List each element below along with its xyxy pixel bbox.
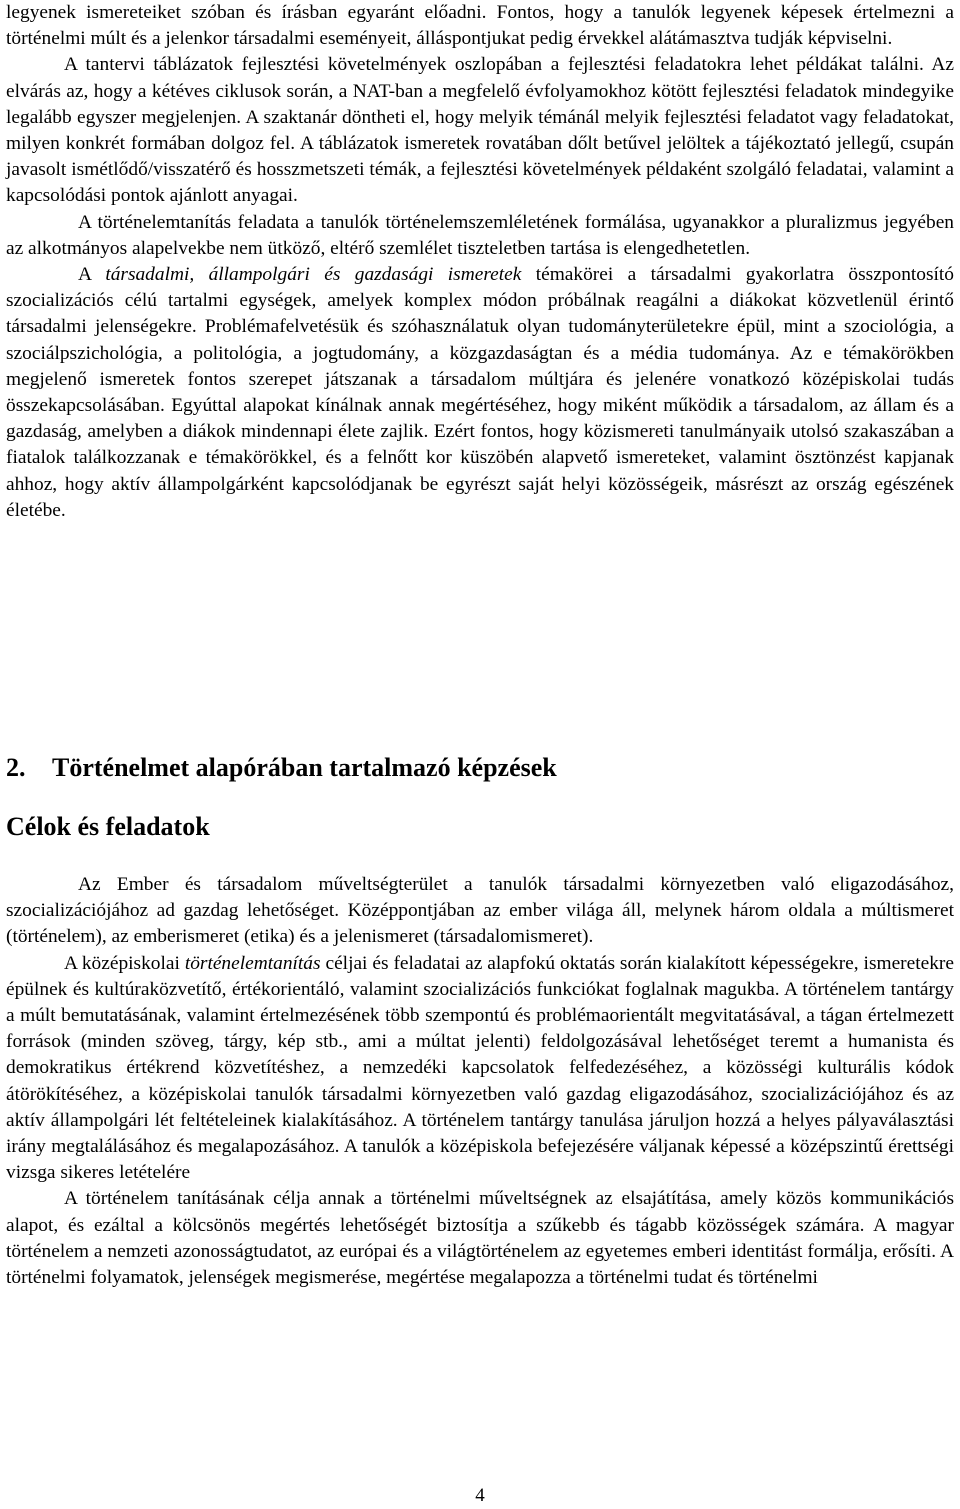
paragraph-6-rest: céljai és feladatai az alapfokú oktatás során kialakított képességekre, ismeretekre épülnek és kultúraközvetítő, értékorientáló, valamint szocializációs funkciókat foglalnak magukba. A történelem tantárgy a múlt bemutatásának, valamint értelmezésének több szempontú és problémaorientált megvitatásával, a tágan értelmezett források (minden szöveg, tárgy, kép stb., ami a múltat jelenti) feldolgozásával lehetőséget teremt a humanista és demokratikus értékrend közvetítéshez, a nemzedéki kapcsolatok felfedezéséhez, a közösségi kulturális kódok átörökítéséhez, a középiskolai tanulók társadalmi környezetben való gazdag eligazodásához, szocializációjához és az aktív állampolgári lét feltételeinek kialakításához. A történelem tantárgy tanulása járuljon hozzá a helyes pályaválasztási irány megtalálásához és megalapozásához. A tanulók a középiskola befejezésére váljanak képessé a középszintű érettségi vizsga sikeres letételére	[6, 952, 954, 1184]
subsection-heading: Célok és feladatok	[6, 812, 210, 841]
section-title: Történelmet alapórában tartalmazó képzések	[52, 753, 557, 782]
paragraph-4	[6, 262, 954, 524]
paragraph-6-italic: történelemtanítás	[184, 952, 321, 974]
paragraph-6-start: A középiskolai	[64, 952, 185, 974]
paragraph-3: A történelemtanítás feladata a tanulók történelemszemléletének formálása, ugyanakkor a pluralizmus jegyében az alkotmányos alapelvekbe nem ütköző, eltérő szemlélet tiszteletben tartása is elengedhetetlen.	[6, 211, 954, 259]
section-number: 2.	[6, 753, 26, 782]
paragraph-4-start: A	[78, 264, 106, 286]
paragraph-5: Az Ember és társadalom műveltségterület a tanulók társadalmi környezetben való eligazodásához, szocializációjához ad gazdag lehetőséget. Középpontjában az ember világa áll, melynek három oldala a múltismeret (történelem), az emberismeret (etika) és a jelenismeret (társadalomismeret).	[6, 874, 954, 948]
paragraph-6	[6, 951, 954, 1187]
section-heading	[6, 752, 557, 784]
paragraph-1: legyenek ismereteiket szóban és írásban egyaránt előadni. Fontos, hogy a tanulók legyenek képesek értelmezni a történelmi múlt és a jelenkor társadalmi eseményeit, álláspontjukat pedig érvekkel alátámasztva tudják képviselni.	[6, 2, 954, 50]
paragraph-4-rest: témakörei a társadalmi gyakorlatra összpontosító szocializációs célú tartalmi egységek, amelyek komplex módon próbálnak reagálni a diákokat közvetlenül érintő társadalmi jelenségekre. Problémafelvetésük és szóhasználatuk olyan tudományterületekre épül, mint a szociológia, a szociálpszichológia, a politológia, a jogtudomány, a közgazdaságtan és a média tudománya. Az e témakörökben megjelenő ismeretek fontos szerepet játszanak a társadalom múltjára és jelenére vonatkozó középiskolai tudás összekapcsolásában. Egyúttal alapokat kínálnak annak megértéséhez, hogy miként működik a társadalom, az állam és a gazdaság, amelyben a diákok mindennapi élete zajlik. Ezért fontos, hogy közismereti tanulmányaik utolsó szakaszában a fiatalok találkozzanak e témakörökkel, és a felnőtt kor küszöbén alapvető ismereteket, valamint ösztönzést kapjanak ahhoz, hogy aktív állampolgárként kapcsolódjanak be egyrészt saját helyi közösségeik, másrészt az ország egészének életébe.	[6, 264, 954, 521]
page-number: 4	[475, 1485, 485, 1506]
paragraph-7: A történelem tanításának célja annak a történelmi műveltségnek az elsajátítása, amely közös kommunikációs alapot, és ezáltal a kölcsönös megértés lehetőségét biztosítja a szűkebb és tágabb közösségek számára. A magyar történelem a nemzeti azonosságtudatot, az európai és a világtörténelem az egyetemes emberi identitást formálja, erősíti. A történelmi folyamatok, jelenségek megismerése, megértése megalapozza a történelmi tudat és történelmi	[6, 1188, 954, 1289]
paragraph-4-italic: társadalmi, állampolgári és gazdasági ismeretek	[105, 264, 522, 286]
paragraph-2: A tantervi táblázatok fejlesztési követelmények oszlopában a fejlesztési feladatokra lehet példákat találni. Az elvárás az, hogy a kétéves ciklusok során, a NAT-ban a megfelelő évfolyamokhoz kötött fejlesztési feladatok mindegyike legalább egyszer megjelenjen. A szaktanár döntheti el, hogy melyik témánál melyik fejlesztési feladatot vagy feladatokat, milyen konkrét formában dolgoz fel. A táblázatok ismeretek rovatában dőlt betűvel jelöltek a tájékoztató jellegű, csupán javasolt ismétlődő/visszatérő és hosszmetszeti témák, a fejlesztési követelmények példaként szolgáló feladatai, valamint a kapcsolódási pontok ajánlott anyagai.	[6, 54, 954, 207]
text-block-bottom	[6, 872, 954, 1291]
text-block-top	[6, 0, 954, 524]
